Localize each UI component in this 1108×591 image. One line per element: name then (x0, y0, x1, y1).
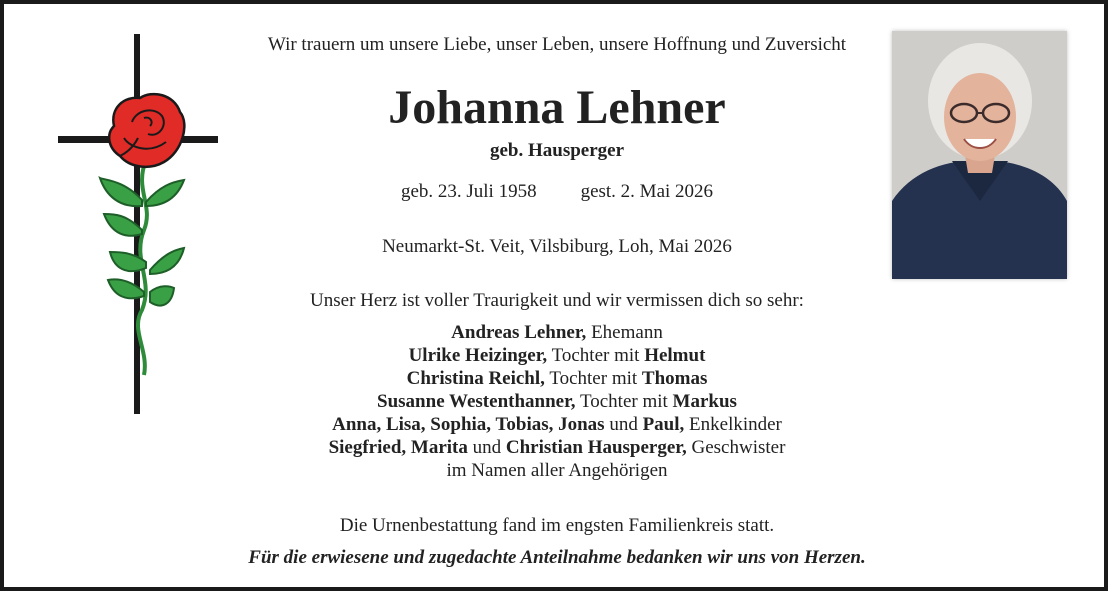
mourner-name: Christina Reichl, (406, 368, 545, 389)
mourner-line (204, 436, 910, 459)
mourner-relation: Tochter mit (547, 345, 645, 366)
birth-name: geb. Hausperger (489, 140, 625, 161)
mourner-relation: Enkelkinder (684, 414, 782, 435)
mourner-name: Ulrike Heizinger, (408, 345, 548, 366)
mourner-connector: und (604, 414, 643, 435)
mourner-partner: Helmut (644, 345, 706, 366)
mourner-name: Andreas Lehner, (451, 322, 587, 343)
thanks-line: Für die erwiesene und zugedachte Anteilnahme bedanken wir uns von Herzen. (248, 547, 866, 568)
burial-note: Die Urnenbestattung fand im engsten Familienkreis statt. (339, 515, 775, 536)
intro-line: Wir trauern um unsere Liebe, unser Leben, unsere Hoffnung und Zuversicht (267, 34, 847, 55)
mourner-line (204, 367, 910, 390)
mourner-relation: im Namen aller Angehörigen (446, 460, 668, 481)
portrait-photo (892, 31, 1067, 279)
mourner-name: Siegfried, Marita (328, 437, 468, 458)
mourner-relation: Tochter mit (544, 368, 642, 389)
mourner-name: Christian Hausperger, (505, 437, 687, 458)
birth-date: geb. 23. Juli 1958 (400, 181, 537, 202)
mourner-relation: Tochter mit (575, 391, 673, 412)
life-dates (204, 181, 910, 203)
mourner-line (204, 459, 910, 482)
mourners-list (204, 321, 910, 482)
deceased-name: Johanna Lehner (388, 81, 726, 134)
mourner-connector: und (467, 437, 506, 458)
mourner-partner: Markus (672, 391, 737, 412)
mourner-name: Paul, (642, 414, 685, 435)
mourner-line (204, 344, 910, 367)
mourner-name: Anna, Lisa, Sophia, Tobias, Jonas (332, 414, 605, 435)
mourner-line (204, 413, 910, 436)
mourner-line (204, 390, 910, 413)
mourner-relation: Ehemann (586, 322, 663, 343)
mourner-partner: Thomas (641, 368, 708, 389)
mourner-relation: Geschwister (686, 437, 786, 458)
cross-with-rose-icon (54, 30, 224, 420)
places-line: Neumarkt-St. Veit, Vilsbiburg, Loh, Mai 2026 (382, 236, 732, 257)
mourner-name: Susanne Westenthanner, (377, 391, 576, 412)
mourner-line (204, 321, 910, 344)
heart-line: Unser Herz ist voller Traurigkeit und wir vermissen dich so sehr: (310, 290, 804, 311)
death-date: gest. 2. Mai 2026 (580, 181, 714, 202)
